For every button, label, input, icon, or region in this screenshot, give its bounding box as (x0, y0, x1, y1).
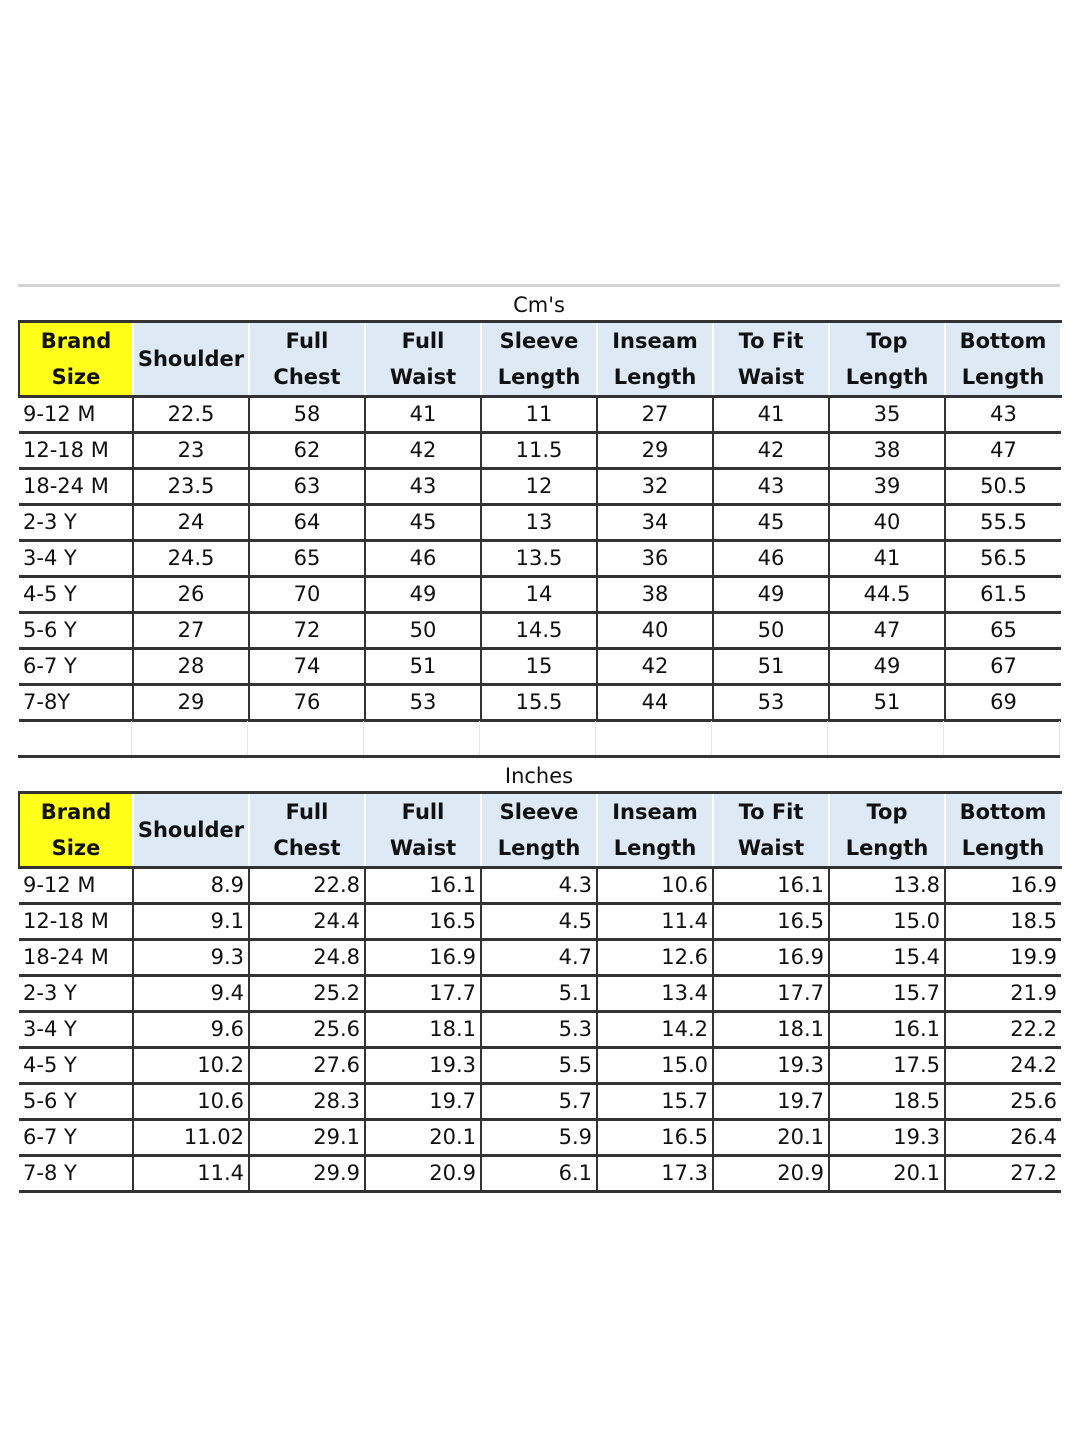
table-row (19, 613, 1061, 649)
column-header-line: Brand (40, 800, 112, 824)
measurement-cell: 42 (713, 433, 829, 469)
column-header (481, 322, 597, 397)
measurement-cell: 4.7 (481, 940, 597, 976)
measurement-cell: 38 (597, 577, 713, 613)
measurement-cell: 19.3 (713, 1048, 829, 1084)
size-label-cell: 9-12 M (19, 397, 133, 433)
table-row (19, 904, 1061, 940)
column-header (713, 322, 829, 397)
measurement-cell: 20.1 (713, 1120, 829, 1156)
table-row (19, 433, 1061, 469)
measurement-cell: 39 (829, 469, 945, 505)
column-header-line: Sleeve (499, 329, 579, 353)
column-header (481, 793, 597, 868)
measurement-cell: 40 (829, 505, 945, 541)
measurement-cell: 23.5 (133, 469, 249, 505)
measurement-cell: 10.6 (597, 868, 713, 904)
measurement-cell: 11 (481, 397, 597, 433)
measurement-cell: 10.6 (133, 1084, 249, 1120)
size-label-cell: 2-3 Y (19, 976, 133, 1012)
measurement-cell: 20.1 (365, 1120, 481, 1156)
size-label-cell: 7-8 Y (19, 1156, 133, 1192)
measurement-cell: 50.5 (945, 469, 1061, 505)
cm-header-row (19, 322, 1061, 397)
column-header-line: Length (497, 836, 581, 860)
column-header (249, 322, 365, 397)
table-row (19, 577, 1061, 613)
measurement-cell: 15.7 (597, 1084, 713, 1120)
size-label-cell: 12-18 M (19, 904, 133, 940)
measurement-cell: 24.2 (945, 1048, 1061, 1084)
measurement-cell: 49 (365, 577, 481, 613)
measurement-cell: 32 (597, 469, 713, 505)
measurement-cell: 24.5 (133, 541, 249, 577)
measurement-cell: 51 (713, 649, 829, 685)
column-header-line: Inseam (612, 329, 698, 353)
measurement-cell: 23 (133, 433, 249, 469)
measurement-cell: 65 (945, 613, 1061, 649)
column-header-line: Top (866, 800, 908, 824)
measurement-cell: 19.7 (713, 1084, 829, 1120)
measurement-cell: 15.4 (829, 940, 945, 976)
measurement-cell: 62 (249, 433, 365, 469)
column-header (365, 793, 481, 868)
measurement-cell: 22.8 (249, 868, 365, 904)
column-header (133, 322, 249, 397)
measurement-cell: 27 (133, 613, 249, 649)
measurement-cell: 20.1 (829, 1156, 945, 1192)
column-header (365, 322, 481, 397)
column-header-line: Size (51, 365, 101, 389)
measurement-cell: 18.5 (945, 904, 1061, 940)
measurement-cell: 13 (481, 505, 597, 541)
column-header-line: Length (961, 365, 1045, 389)
column-header (597, 322, 713, 397)
measurement-cell: 16.1 (365, 868, 481, 904)
table-row (19, 940, 1061, 976)
measurement-cell: 5.1 (481, 976, 597, 1012)
column-header-line: Brand (40, 329, 112, 353)
measurement-cell: 47 (829, 613, 945, 649)
size-label-cell: 3-4 Y (19, 541, 133, 577)
column-header-line: To Fit (738, 800, 804, 824)
size-label-cell: 5-6 Y (19, 613, 133, 649)
measurement-cell: 45 (713, 505, 829, 541)
measurement-cell: 22.2 (945, 1012, 1061, 1048)
size-label-cell: 9-12 M (19, 868, 133, 904)
measurement-cell: 15.0 (829, 904, 945, 940)
measurement-cell: 16.9 (713, 940, 829, 976)
measurement-cell: 17.3 (597, 1156, 713, 1192)
measurement-cell: 26 (133, 577, 249, 613)
measurement-cell: 19.9 (945, 940, 1061, 976)
table-row (19, 1084, 1061, 1120)
column-header-line: Full (401, 800, 445, 824)
measurement-cell: 40 (597, 613, 713, 649)
measurement-cell: 4.3 (481, 868, 597, 904)
measurement-cell: 8.9 (133, 868, 249, 904)
measurement-cell: 63 (249, 469, 365, 505)
table-row (19, 1120, 1061, 1156)
measurement-cell: 47 (945, 433, 1061, 469)
size-label-cell: 6-7 Y (19, 1120, 133, 1156)
measurement-cell: 44 (597, 685, 713, 721)
table-row (19, 685, 1061, 721)
table-row (19, 505, 1061, 541)
size-label-cell: 7-8Y (19, 685, 133, 721)
spacer-cell (248, 721, 364, 755)
measurement-cell: 29.9 (249, 1156, 365, 1192)
measurement-cell: 9.6 (133, 1012, 249, 1048)
column-header (945, 793, 1061, 868)
brand-size-header (19, 793, 133, 868)
measurement-cell: 38 (829, 433, 945, 469)
measurement-cell: 43 (945, 397, 1061, 433)
measurement-cell: 45 (365, 505, 481, 541)
size-label-cell: 4-5 Y (19, 1048, 133, 1084)
spacer-cell (944, 721, 1060, 755)
measurement-cell: 16.9 (945, 868, 1061, 904)
measurement-cell: 29 (597, 433, 713, 469)
measurement-cell: 12 (481, 469, 597, 505)
measurement-cell: 42 (597, 649, 713, 685)
measurement-cell: 74 (249, 649, 365, 685)
measurement-cell: 13.5 (481, 541, 597, 577)
inch-table-caption: Inches (18, 755, 1060, 791)
size-label-cell: 18-24 M (19, 469, 133, 505)
spacer-cell (480, 721, 596, 755)
column-header-line: Full (401, 329, 445, 353)
measurement-cell: 42 (365, 433, 481, 469)
measurement-cell: 6.1 (481, 1156, 597, 1192)
column-header-line: Shoulder (137, 347, 245, 371)
table-row (19, 397, 1061, 433)
table-row (19, 1048, 1061, 1084)
column-header-line: Length (613, 836, 697, 860)
spacer-cell (18, 721, 132, 755)
measurement-cell: 53 (713, 685, 829, 721)
spacer-cell (132, 721, 248, 755)
size-label-cell: 12-18 M (19, 433, 133, 469)
spacer-cell (364, 721, 480, 755)
table-row (19, 1156, 1061, 1192)
brand-size-header (19, 322, 133, 397)
column-header-line: Length (845, 365, 929, 389)
measurement-cell: 11.4 (597, 904, 713, 940)
column-header-line: Top (866, 329, 908, 353)
column-header-line: Size (51, 836, 101, 860)
cm-table-body (19, 397, 1061, 721)
measurement-cell: 24 (133, 505, 249, 541)
measurement-cell: 16.5 (365, 904, 481, 940)
measurement-cell: 70 (249, 577, 365, 613)
measurement-cell: 26.4 (945, 1120, 1061, 1156)
column-header (597, 793, 713, 868)
measurement-cell: 43 (713, 469, 829, 505)
measurement-cell: 44.5 (829, 577, 945, 613)
measurement-cell: 55.5 (945, 505, 1061, 541)
measurement-cell: 20.9 (713, 1156, 829, 1192)
size-label-cell: 6-7 Y (19, 649, 133, 685)
measurement-cell: 64 (249, 505, 365, 541)
measurement-cell: 9.3 (133, 940, 249, 976)
spacer-cell (828, 721, 944, 755)
measurement-cell: 16.1 (829, 1012, 945, 1048)
measurement-cell: 41 (365, 397, 481, 433)
measurement-cell: 16.1 (713, 868, 829, 904)
measurement-cell: 46 (713, 541, 829, 577)
measurement-cell: 41 (713, 397, 829, 433)
column-header-line: Length (845, 836, 929, 860)
measurement-cell: 46 (365, 541, 481, 577)
measurement-cell: 17.7 (365, 976, 481, 1012)
measurement-cell: 67 (945, 649, 1061, 685)
column-header-line: Chest (273, 365, 341, 389)
measurement-cell: 50 (713, 613, 829, 649)
measurement-cell: 69 (945, 685, 1061, 721)
measurement-cell: 10.2 (133, 1048, 249, 1084)
column-header-line: Inseam (612, 800, 698, 824)
measurement-cell: 24.8 (249, 940, 365, 976)
measurement-cell: 29 (133, 685, 249, 721)
measurement-cell: 11.5 (481, 433, 597, 469)
table-row (19, 868, 1061, 904)
inch-size-chart (18, 755, 1060, 1193)
measurement-cell: 27.6 (249, 1048, 365, 1084)
measurement-cell: 76 (249, 685, 365, 721)
measurement-cell: 41 (829, 541, 945, 577)
column-header (713, 793, 829, 868)
measurement-cell: 51 (829, 685, 945, 721)
measurement-cell: 72 (249, 613, 365, 649)
spacer-cell (712, 721, 828, 755)
column-header-line: Full (285, 329, 329, 353)
measurement-cell: 27.2 (945, 1156, 1061, 1192)
measurement-cell: 56.5 (945, 541, 1061, 577)
spacer-cell (596, 721, 712, 755)
measurement-cell: 17.7 (713, 976, 829, 1012)
column-header-line: Length (961, 836, 1045, 860)
measurement-cell: 58 (249, 397, 365, 433)
measurement-cell: 20.9 (365, 1156, 481, 1192)
measurement-cell: 18.5 (829, 1084, 945, 1120)
measurement-cell: 25.6 (945, 1084, 1061, 1120)
column-header-line: Shoulder (137, 818, 245, 842)
measurement-cell: 28.3 (249, 1084, 365, 1120)
measurement-cell: 5.5 (481, 1048, 597, 1084)
measurement-cell: 14.5 (481, 613, 597, 649)
measurement-cell: 15.7 (829, 976, 945, 1012)
measurement-cell: 19.7 (365, 1084, 481, 1120)
size-label-cell: 3-4 Y (19, 1012, 133, 1048)
column-header-line: Waist (389, 365, 457, 389)
table-row (19, 1012, 1061, 1048)
measurement-cell: 9.1 (133, 904, 249, 940)
measurement-cell: 36 (597, 541, 713, 577)
column-header-line: Length (497, 365, 581, 389)
column-header-line: Waist (737, 365, 805, 389)
measurement-cell: 27 (597, 397, 713, 433)
measurement-cell: 24.4 (249, 904, 365, 940)
measurement-cell: 61.5 (945, 577, 1061, 613)
cm-table (18, 320, 1062, 722)
measurement-cell: 21.9 (945, 976, 1061, 1012)
cm-table-caption: Cm's (18, 284, 1060, 320)
measurement-cell: 16.5 (597, 1120, 713, 1156)
column-header-line: Length (613, 365, 697, 389)
column-header-line: Waist (737, 836, 805, 860)
size-label-cell: 5-6 Y (19, 1084, 133, 1120)
measurement-cell: 16.9 (365, 940, 481, 976)
measurement-cell: 14 (481, 577, 597, 613)
measurement-cell: 16.5 (713, 904, 829, 940)
measurement-cell: 5.7 (481, 1084, 597, 1120)
column-header-line: Waist (389, 836, 457, 860)
measurement-cell: 34 (597, 505, 713, 541)
measurement-cell: 15.0 (597, 1048, 713, 1084)
measurement-cell: 15.5 (481, 685, 597, 721)
column-header (829, 322, 945, 397)
measurement-cell: 53 (365, 685, 481, 721)
measurement-cell: 5.9 (481, 1120, 597, 1156)
size-label-cell: 2-3 Y (19, 505, 133, 541)
column-header-line: Bottom (959, 800, 1047, 824)
measurement-cell: 22.5 (133, 397, 249, 433)
inch-table-body (19, 868, 1061, 1192)
measurement-cell: 28 (133, 649, 249, 685)
measurement-cell: 17.5 (829, 1048, 945, 1084)
measurement-cell: 13.8 (829, 868, 945, 904)
measurement-cell: 43 (365, 469, 481, 505)
measurement-cell: 15 (481, 649, 597, 685)
size-label-cell: 4-5 Y (19, 577, 133, 613)
column-header-line: Sleeve (499, 800, 579, 824)
measurement-cell: 29.1 (249, 1120, 365, 1156)
measurement-cell: 12.6 (597, 940, 713, 976)
measurement-cell: 13.4 (597, 976, 713, 1012)
measurement-cell: 50 (365, 613, 481, 649)
measurement-cell: 11.02 (133, 1120, 249, 1156)
column-header (829, 793, 945, 868)
cm-size-chart (18, 284, 1060, 722)
measurement-cell: 18.1 (365, 1012, 481, 1048)
column-header (945, 322, 1061, 397)
spacer-row (18, 721, 1060, 755)
measurement-cell: 65 (249, 541, 365, 577)
size-label-cell: 18-24 M (19, 940, 133, 976)
measurement-cell: 5.3 (481, 1012, 597, 1048)
measurement-cell: 35 (829, 397, 945, 433)
measurement-cell: 11.4 (133, 1156, 249, 1192)
table-row (19, 469, 1061, 505)
column-header-line: Bottom (959, 329, 1047, 353)
measurement-cell: 18.1 (713, 1012, 829, 1048)
measurement-cell: 25.2 (249, 976, 365, 1012)
column-header-line: Full (285, 800, 329, 824)
measurement-cell: 51 (365, 649, 481, 685)
measurement-cell: 14.2 (597, 1012, 713, 1048)
column-header (249, 793, 365, 868)
column-header (133, 793, 249, 868)
table-row (19, 541, 1061, 577)
measurement-cell: 25.6 (249, 1012, 365, 1048)
measurement-cell: 4.5 (481, 904, 597, 940)
measurement-cell: 49 (713, 577, 829, 613)
measurement-cell: 19.3 (829, 1120, 945, 1156)
table-row (19, 649, 1061, 685)
measurement-cell: 19.3 (365, 1048, 481, 1084)
column-header-line: Chest (273, 836, 341, 860)
inch-header-row (19, 793, 1061, 868)
inch-table (18, 791, 1062, 1193)
measurement-cell: 9.4 (133, 976, 249, 1012)
table-row (19, 976, 1061, 1012)
measurement-cell: 49 (829, 649, 945, 685)
column-header-line: To Fit (738, 329, 804, 353)
